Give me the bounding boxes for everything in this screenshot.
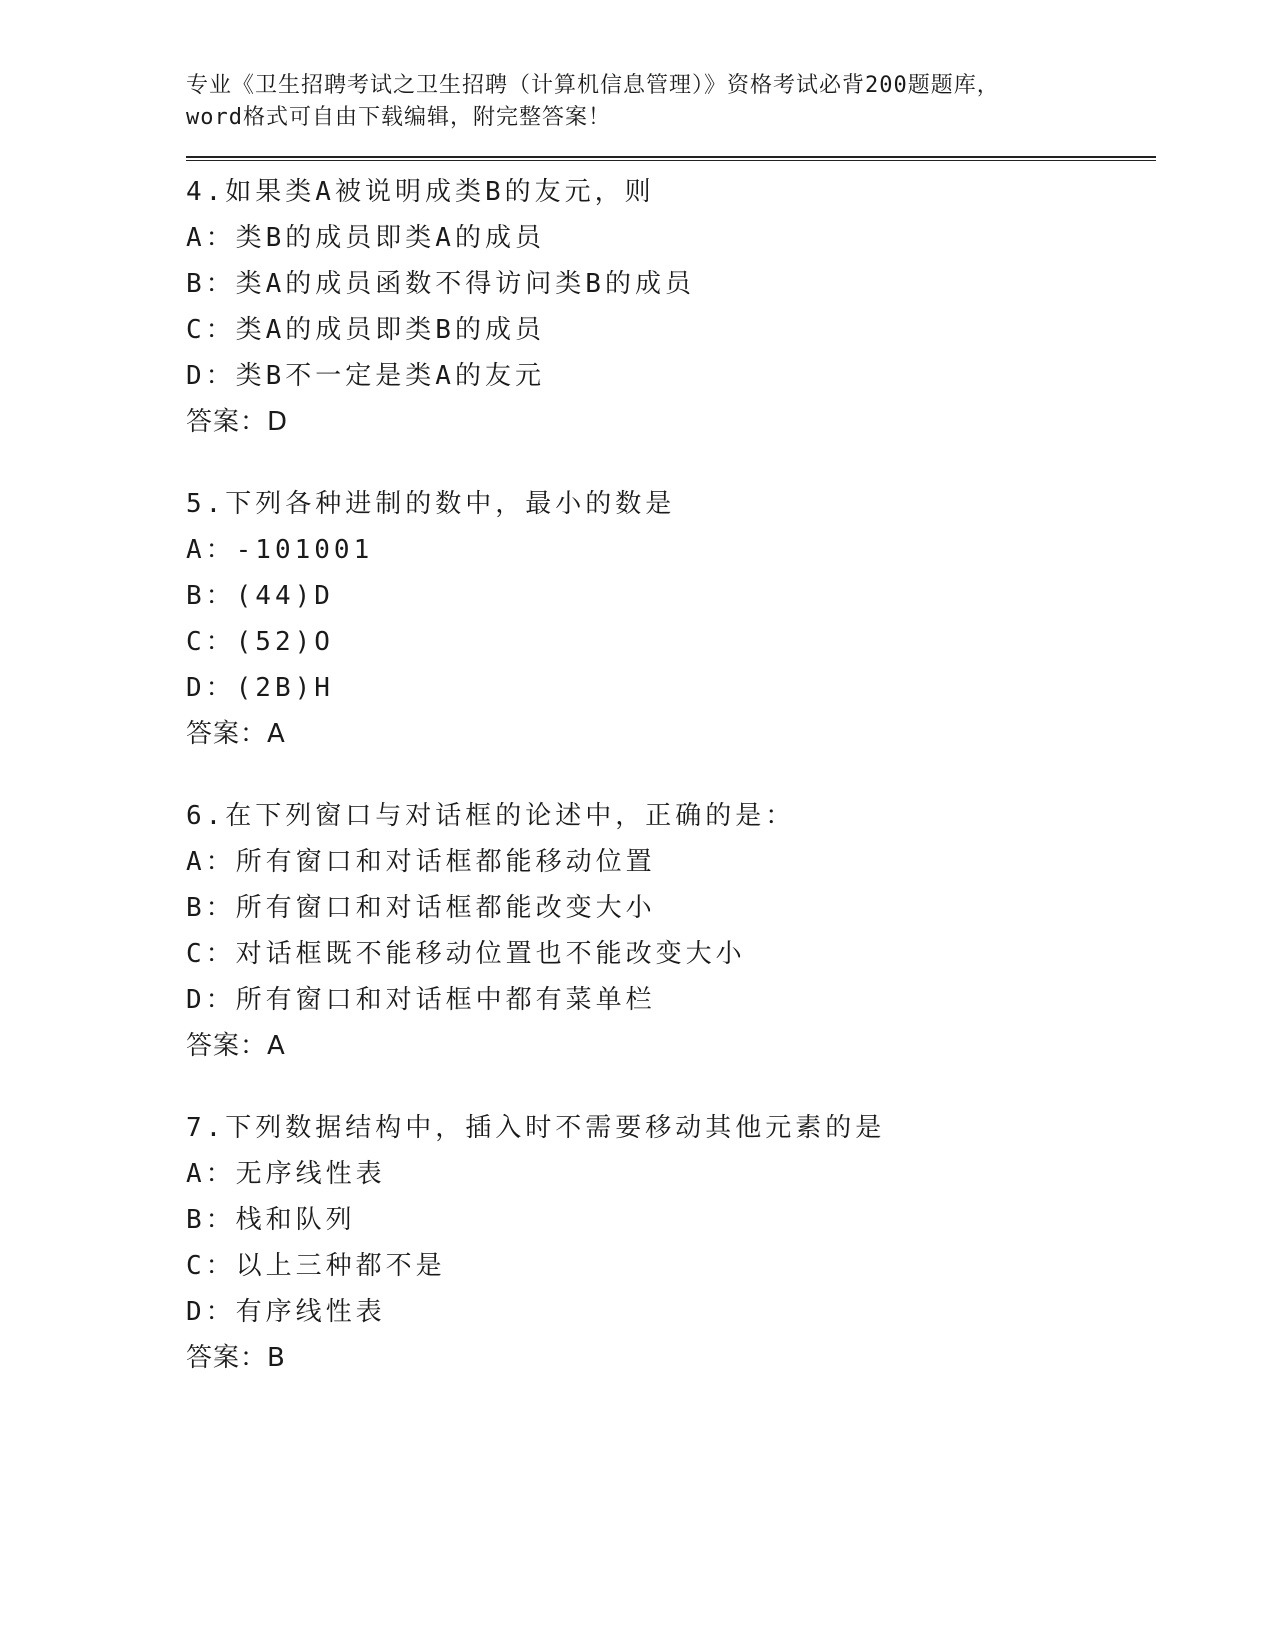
option-d: D：类B不一定是类A的友元 [186, 361, 545, 391]
question-7 [186, 1105, 1156, 1381]
header-divider [186, 156, 1156, 161]
option-a: A：-101001 [186, 535, 374, 565]
option-b: B：类A的成员函数不得访问类B的成员 [186, 269, 695, 299]
question-stem: 6.在下列窗口与对话框的论述中，正确的是： [186, 801, 796, 831]
header-divider-inner [186, 160, 1156, 161]
question-list [186, 169, 1156, 1381]
option-b: B：栈和队列 [186, 1205, 356, 1235]
question-4 [186, 169, 1156, 445]
option-c: C：以上三种都不是 [186, 1251, 446, 1281]
answer-line: 答案：A [186, 719, 286, 749]
question-6 [186, 793, 1156, 1069]
answer-line: 答案：B [186, 1343, 286, 1373]
option-d: D：有序线性表 [186, 1297, 386, 1327]
option-d: D：(2B)H [186, 673, 334, 703]
question-stem: 5.下列各种进制的数中，最小的数是 [186, 489, 676, 519]
question-stem: 4.如果类A被说明成类B的友元，则 [186, 177, 655, 207]
header-title-line-1: 专业《卫生招聘考试之卫生招聘（计算机信息管理）》资格考试必背200题题库， [186, 73, 1000, 98]
question-stem: 7.下列数据结构中，插入时不需要移动其他元素的是 [186, 1113, 886, 1143]
option-d: D：所有窗口和对话框中都有菜单栏 [186, 985, 656, 1015]
option-c: C：类A的成员即类B的成员 [186, 315, 545, 345]
option-a: A：所有窗口和对话框都能移动位置 [186, 847, 656, 877]
option-c: C：对话框既不能移动位置也不能改变大小 [186, 939, 746, 969]
option-a: A：无序线性表 [186, 1159, 386, 1189]
option-b: B：(44)D [186, 581, 334, 611]
document-page [186, 70, 1156, 1417]
answer-line: 答案：A [186, 1031, 286, 1061]
option-a: A：类B的成员即类A的成员 [186, 223, 545, 253]
header-title-line-2: word格式可自由下载编辑，附完整答案！ [186, 105, 611, 130]
option-b: B：所有窗口和对话框都能改变大小 [186, 893, 656, 923]
answer-line: 答案：D [186, 407, 289, 437]
option-c: C：(52)O [186, 627, 334, 657]
question-5 [186, 481, 1156, 757]
document-header [186, 70, 1156, 134]
